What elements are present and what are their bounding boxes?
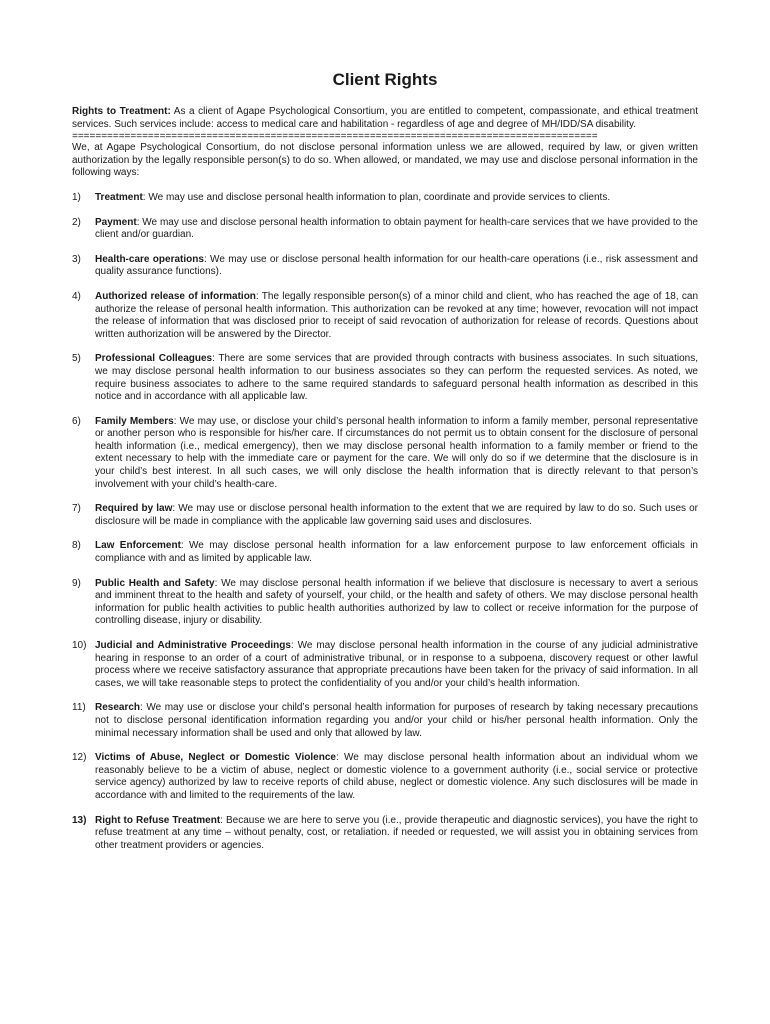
list-item xyxy=(72,192,698,205)
list-item-heading: Research xyxy=(95,702,141,714)
rights-to-treatment-paragraph xyxy=(72,106,698,131)
list-item-number: 8) xyxy=(72,540,81,552)
list-item-number: 4) xyxy=(72,290,81,302)
list-item xyxy=(72,254,698,279)
rights-to-treatment-text: As a client of Agape Psychological Consortium, you are entitled to competent, compassionate, and ethical treatment services. Such services include: access to medical care and habilitation - regardless of age and degree of MH/IDD/SA disability. xyxy=(72,106,698,130)
list-item xyxy=(72,702,698,740)
list-item-text: : We may disclose personal health information about an individual whom we reasonably believe to be a victim of abuse, neglect or domestic violence to a government authority (i.e., social service or protective service agency) authorized by law to receive reports of child abuse, neglect or domestic violence. Any such disclosures will be made in accordance with and limited to the requirements of the law. xyxy=(95,752,698,801)
separator-line: ========================================================================================== xyxy=(72,131,598,143)
list-item-body xyxy=(95,578,698,628)
list-item-text: : We may disclose personal health information in the course of any judicial administrative hearing in response to an order of a court of administrative tribunal, or in response to a subpoena, discovery request or other lawful process where we receive satisfactory assurance that appropriate precautions have been taken for the privacy of said information. In all cases, we will take reasonable steps to protect the confidentiality of you and/or your child’s health information. xyxy=(95,640,699,689)
list-item xyxy=(72,640,698,690)
disclosure-list xyxy=(72,192,698,852)
list-item-heading: Judicial and Administrative Proceedings xyxy=(95,640,291,651)
list-item-text: : The legally responsible person(s) of a minor child and client, who has reached the age of 18, can authorize the release of personal health information. This authorization can be revoked at any time; however, revocation will not impact the release of information that was disclosed prior to receipt of said revocation of authorization for release of records. Questions about written authorization will be answered by the Director. xyxy=(95,290,699,340)
list-item-text: : We may use or disclose personal health information for our health-care operations (i.e., risk assessment and quality assurance functions). xyxy=(95,253,698,278)
list-item-heading: Law Enforcement xyxy=(95,540,181,552)
list-item-heading: Victims of Abuse, Neglect or Domestic Violence xyxy=(95,752,336,764)
list-item-body xyxy=(95,291,698,341)
list-item-number: 12) xyxy=(72,752,87,764)
list-item-heading: Payment xyxy=(95,216,137,228)
page-title: Client Rights xyxy=(332,70,438,89)
list-item xyxy=(72,416,698,492)
list-item-body xyxy=(95,752,698,802)
list-item-number: 9) xyxy=(72,577,81,589)
list-item xyxy=(72,815,698,853)
list-item-number: 10) xyxy=(72,640,87,651)
list-item-body xyxy=(95,503,698,528)
rights-to-treatment-heading: Rights to Treatment: xyxy=(72,106,171,117)
list-item-text: : We may use or disclose your child’s personal health information for purposes of research by taking necessary precautions not to disclose personal identification information regarding you and/or your child or his/her personal health information. Only the minimal necessary information shall be used and only that allowed by law. xyxy=(95,702,698,739)
list-item-heading: Right to Refuse Treatment xyxy=(95,814,221,826)
list-item xyxy=(72,540,698,565)
list-item-heading: Authorized release of information xyxy=(95,290,256,302)
list-item-number: 6) xyxy=(72,415,81,427)
list-item-heading: Public Health and Safety xyxy=(95,577,215,589)
list-item-number: 3) xyxy=(72,253,81,265)
list-item xyxy=(72,752,698,802)
list-item-body xyxy=(95,217,698,242)
list-item-text: : We may use, or disclose your child’s personal health information to inform a family member, personal representative or another person who is responsible for his/her care. If circumstances do not permit us to obtain consent for the disclosure of personal health information (i.e., medical emergency), then we may disclose personal health information to a family member or friend to the extent necessary to help with the immediate care or payment for the care. We will only do so if we determine that the disclosure is in your child’s best interest. In all such cases, we will only disclose the health information that is directly relevant to that person’s involvement with your child’s health-care. xyxy=(95,415,699,490)
list-item-heading: Required by law xyxy=(95,503,173,515)
list-item-body xyxy=(95,254,698,279)
list-item-number: 1) xyxy=(72,191,81,203)
list-item xyxy=(72,578,698,628)
list-item-text: : We may use and disclose personal health information to obtain payment for health-care services that we have provided to the client and/or guardian. xyxy=(95,216,698,241)
list-item-body xyxy=(95,702,698,740)
list-item-body xyxy=(95,192,698,205)
list-item-body xyxy=(95,815,698,853)
list-item-text: : We may disclose personal health information if we believe that disclosure is necessary to avert a serious and imminent threat to the health and safety of yourself, your child, or the health and safety of others. We may disclose personal health information for public health activities to public health authorities authorized by law to collect or receive information for the purpose of controlling disease, injury or disability. xyxy=(95,577,698,627)
list-item-body xyxy=(95,640,698,690)
list-item-text: : Because we are here to serve you (i.e., provide therapeutic and diagnostic services), you have the right to refuse treatment at any time – without penalty, cost, or retaliation. if needed or requested, we will assist you in obtaining services from other treatment providers or agencies. xyxy=(95,814,698,851)
list-item-number: 13) xyxy=(72,814,87,826)
list-item-text: : We may use and disclose personal health information to plan, coordinate and provide services to clients. xyxy=(142,191,611,203)
list-item-text: : We may disclose personal health information for a law enforcement purpose to law enforcement officials in compliance with and as limited by applicable law. xyxy=(95,540,698,565)
list-item-body xyxy=(95,353,698,403)
list-item-number: 7) xyxy=(72,503,81,515)
list-item xyxy=(72,503,698,528)
list-item xyxy=(72,353,698,403)
list-item-text: : We may use or disclose personal health information to the extent that we are required by law to do so. Such uses or disclosure will be made in compliance with the applicable law governing said uses and disclosures. xyxy=(95,503,699,527)
list-item xyxy=(72,291,698,341)
list-item-heading: Professional Colleagues xyxy=(95,353,213,365)
list-item-body xyxy=(95,416,698,492)
list-item-body xyxy=(95,540,698,565)
list-item-text: : There are some services that are provided through contracts with business associates. In such situations, we may disclose personal health information to our business associates so they can perform the requested services. As noted, we require business associates to adhere to the same required standards to safeguard personal health information as described in this notice and in accordance with all applicable law. xyxy=(95,353,698,403)
list-item-heading: Treatment xyxy=(95,191,143,203)
disclosure-statement: We, at Agape Psychological Consortium, do not disclose personal information unless we are allowed, required by law, or given written authorization by the legally responsible person(s) to do so. When allowed, or mandated, we may use and disclose personal information in the following ways: xyxy=(72,142,698,179)
list-item-heading: Health-care operations xyxy=(95,253,204,265)
list-item-number: 2) xyxy=(72,216,81,228)
list-item-heading: Family Members xyxy=(95,415,174,427)
list-item-number: 5) xyxy=(72,353,81,365)
list-item-number: 11) xyxy=(72,702,86,714)
list-item xyxy=(72,217,698,242)
